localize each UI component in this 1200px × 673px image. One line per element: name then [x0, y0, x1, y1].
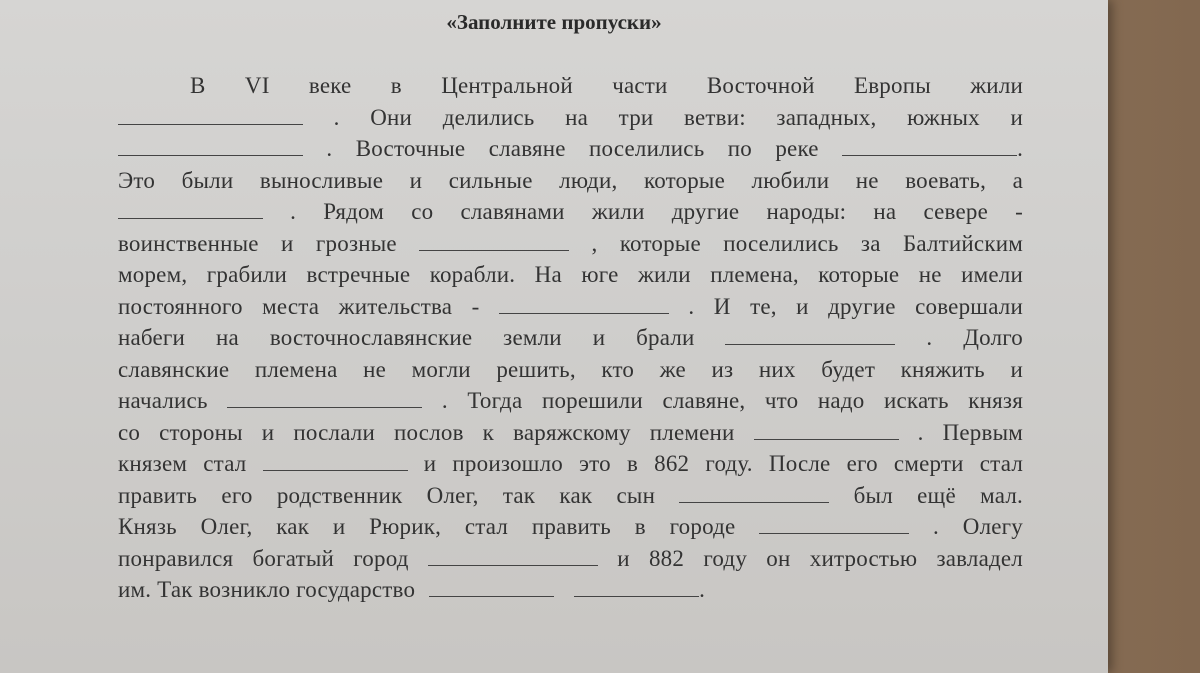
- blank-slot: [429, 576, 554, 597]
- text-line: [118, 543, 1023, 575]
- blank-slot: [679, 482, 829, 503]
- text-segment: . Олегу: [933, 514, 1023, 539]
- text-segment: понравился богатый город: [118, 545, 409, 571]
- text-segment: .: [699, 577, 706, 602]
- text-segment: . Долго: [926, 325, 1023, 350]
- blank-slot: [759, 513, 909, 534]
- blank-slot: [419, 230, 569, 251]
- text-segment: начались: [118, 388, 208, 413]
- blank-slot: [725, 324, 895, 345]
- text-segment: , которые поселились за Балтийским: [591, 230, 1023, 256]
- text-segment: постоянного места жительства -: [118, 293, 480, 319]
- text-segment: Князь Олег, как и Рюрик, стал править в городе: [118, 514, 736, 539]
- blank-slot: [118, 135, 303, 156]
- text-line: [118, 133, 1023, 165]
- text-segment: . Восточные славяне поселились по реке: [326, 136, 819, 161]
- worksheet-text: [118, 70, 1023, 606]
- text-segment: был ещё мал.: [853, 482, 1023, 508]
- text-segment: и произошло это в 862 году. После его смерти стал: [423, 451, 1023, 476]
- text-line: [118, 165, 1023, 197]
- text-segment: набеги на восточнославянские земли и брали: [118, 325, 695, 350]
- text-line: [118, 511, 1023, 543]
- text-line: [118, 196, 1023, 228]
- blank-slot: [842, 135, 1017, 156]
- blank-slot: [428, 545, 598, 566]
- text-segment: В VI веке в Центральной части Восточной Европы жили: [190, 73, 1023, 98]
- text-segment: Это были выносливые и сильные люди, которые любили не воевать, а: [118, 167, 1023, 193]
- text-line: [118, 228, 1023, 260]
- blank-slot: [574, 576, 699, 597]
- text-segment: . Они делились на три ветви: западных, южных и: [333, 104, 1023, 130]
- blank-slot: [118, 104, 303, 125]
- text-line: [118, 354, 1023, 386]
- text-segment: славянские племена не могли решить, кто же из них будет княжить и: [118, 356, 1023, 382]
- text-line: [118, 574, 1023, 606]
- text-segment: .: [1017, 136, 1023, 161]
- blank-slot: [754, 419, 899, 440]
- text-segment: со стороны и послали послов к варяжскому племени: [118, 419, 735, 445]
- text-segment: . Рядом со славянами жили другие народы: на севере -: [290, 199, 1023, 224]
- text-line: [118, 385, 1023, 417]
- text-line: [118, 322, 1023, 354]
- blank-slot: [263, 450, 408, 471]
- text-line: [118, 417, 1023, 449]
- blank-slot: [499, 293, 669, 314]
- text-segment: и 882 году он хитростью завладел: [617, 545, 1023, 571]
- text-line: [118, 448, 1023, 480]
- worksheet-title: «Заполните пропуски»: [446, 10, 662, 34]
- text-segment: князем стал: [118, 451, 247, 476]
- text-line: [118, 259, 1023, 291]
- text-line: [118, 102, 1023, 134]
- text-segment: . Тогда порешили славяне, что надо искать князя: [441, 388, 1023, 413]
- blank-slot: [227, 387, 422, 408]
- blank-slot: [118, 198, 263, 219]
- text-segment: . Первым: [917, 419, 1023, 445]
- text-line: [118, 480, 1023, 512]
- text-segment: им. Так возникло государство: [118, 577, 416, 602]
- text-line: [118, 70, 1023, 102]
- text-segment: воинственные и грозные: [118, 230, 397, 256]
- text-line: [118, 291, 1023, 323]
- text-segment: . И те, и другие совершали: [688, 293, 1023, 319]
- text-segment: морем, грабили встречные корабли. На юге жили племена, которые не имели: [118, 262, 1023, 287]
- text-segment: править его родственник Олег, так как сын: [118, 482, 656, 508]
